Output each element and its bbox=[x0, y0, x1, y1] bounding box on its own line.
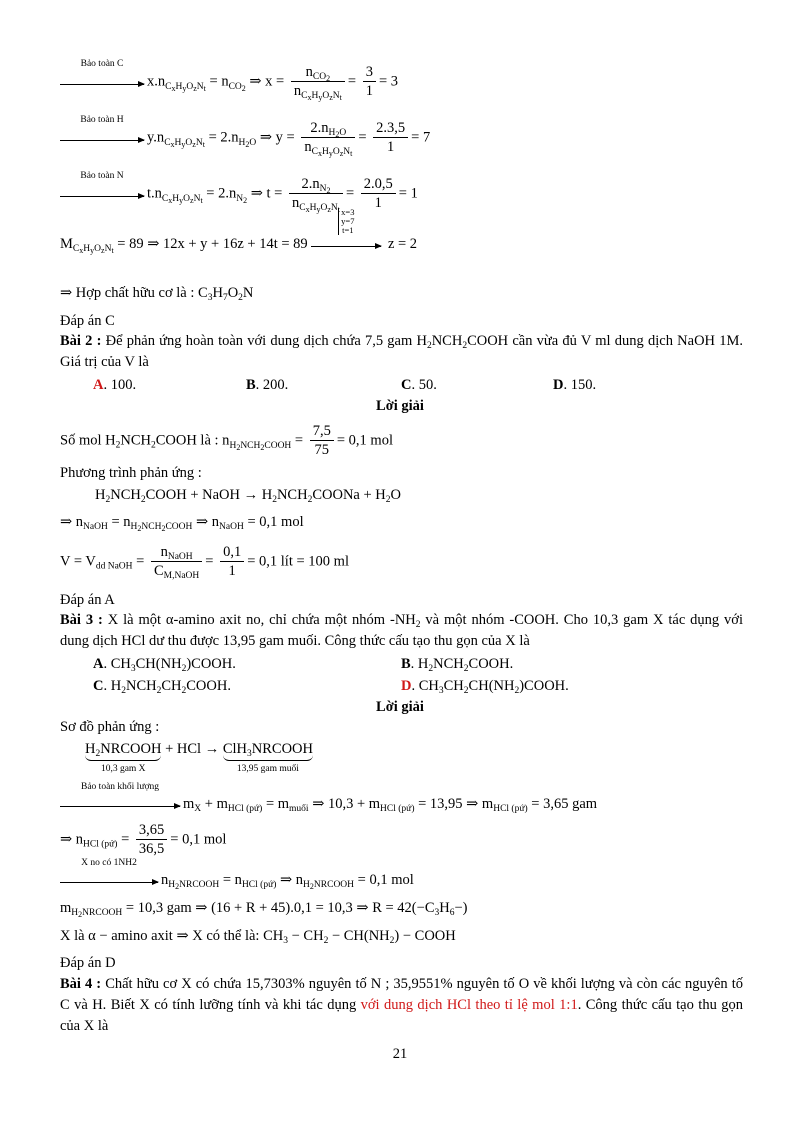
bai2-eq-heading: Phương trình phản ứng : bbox=[60, 465, 202, 481]
equation-carbon: Bảo toàn C $x.n_{C_xH_yO_zN_t} = n_{CO_2}$ ⇒ x = $\frac{n_{CO_2}}{n_{C_xH_yO_zN_t}}$ = $\frac{3}{1}$ = 3 bbox=[60, 64, 398, 101]
equation-nitrogen: Bảo toàn N $t.n_{C_xH_yO_zN_t} = 2.n_{N_2}$ ⇒ t = $\frac{2.n_{N_2}}{n_{C_xH_yO_zN_t}}$ = $\frac{2.0,5}{1}$ = 1 bbox=[60, 176, 418, 213]
bai3-option-c[interactable]: C. $H_2NCH_2CH_2COOH$. bbox=[93, 678, 231, 696]
bai2-mol-naoh: ⇒ $n_{NaOH} = n_{H_2NCH_2COOH}$ ⇒ $n_{NaOH} = 0,1$ mol bbox=[60, 514, 304, 533]
bai2-question: Bài 2 : Để phản ứng hoàn toàn với dung dịch chứa 7,5 gam $H_2NCH_2COOH$ cần vừa đủ V ml dung dịch NaOH 1M. Giá trị của V là bbox=[60, 333, 743, 371]
arrow-label: Bảo toàn C bbox=[80, 59, 124, 70]
bai2-mol-line: Số mol $H_2NCH_2COOH$ là : $n_{H_2NCH_2COOH}$ = $\frac{7,5}{75}$ = 0,1 mol bbox=[60, 423, 393, 459]
arrow-label: Bảo toàn N bbox=[80, 171, 124, 182]
bai3-molar-mass: $m_{H_2NRCOOH} = 10,3$ gam ⇒ (16 + R + 45).0,1 = 10,3 ⇒ $R = 42(-C_3H_6-)$ bbox=[60, 900, 468, 919]
page-number: 21 bbox=[392, 1046, 408, 1062]
bai3-option-a[interactable]: A. $CH_3CH(NH_2)COOH$. bbox=[93, 656, 236, 674]
bai3-mol-hcl: ⇒ $n_{HCl (pứ)}$ = $\frac{3,65}{36,5}$ = 0,1 mol bbox=[60, 822, 227, 858]
bai3-mass-conservation: Bảo toàn khối lượng $m_X + m_{HCl (pứ)} = m_{muối}$ ⇒ $10,3 + m_{HCl (pứ)} = 13,95$ ⇒ $m_{HCl (pứ)} = 3,65$ gam bbox=[60, 796, 597, 813]
bai3-nh2: X no có 1NH2 $n_{H_2NRCOOH} = n_{HCl (pứ)}$ ⇒ $n_{H_2NRCOOH} = 0,1$ mol bbox=[60, 872, 414, 889]
answer-2: Đáp án A bbox=[60, 592, 115, 608]
answer-1: Đáp án C bbox=[60, 313, 115, 329]
bai3-scheme: $H_2NRCOOH$ 10,3 gam X + HCl → ClH$_3$NRCOOH 13,95 gam muối bbox=[85, 741, 313, 775]
equation-hydrogen: Bảo toàn H $y.n_{C_xH_yO_zN_t} = 2.n_{H_2O}$ ⇒ y = $\frac{2.n_{H_2O}}{n_{C_xH_yO_zN_t}}$ = $\frac{2.3,5}{1}$ = 7 bbox=[60, 120, 430, 157]
bai3-option-b[interactable]: B. $H_2NCH_2COOH$. bbox=[401, 656, 514, 674]
conditions-brace: x=3 y=7 t=1 bbox=[338, 208, 354, 235]
answer-3: Đáp án D bbox=[60, 955, 116, 971]
bai3-question: Bài 3 : X là một α-amino axit no, chỉ chứa một nhóm $-NH_2$ và một nhóm -COOH. Cho 10,3 gam X tác dụng với dung dịch HCl dư thu được 13,95 gam muối. Công thức cấu tạo thu gọn của X là bbox=[60, 612, 744, 650]
bai2-option-c[interactable]: C. 50. bbox=[401, 377, 437, 393]
bai3-option-d[interactable]: D. $CH_3CH_2CH(NH_2)COOH$. bbox=[401, 678, 569, 696]
conclusion-compound: ⇒ Hợp chất hữu cơ là : $C_3H_7O_2N$ bbox=[60, 285, 254, 303]
bai3-scheme-heading: Sơ đồ phản ứng : bbox=[60, 719, 160, 735]
bai3-solution-heading: Lời giải bbox=[376, 699, 424, 715]
bai3-alpha-conclusion: X là α − amino axit ⇒ X có thể là: $CH_3 - CH_2 - CH(NH_2)$ − COOH bbox=[60, 928, 456, 946]
equation-molar-mass: $M_{C_xH_yO_zN_t} = 89$ ⇒ 12x + y + 16z + 14t = 89 x=3 y=7 t=1 z = 2 bbox=[60, 206, 418, 255]
bai2-option-b[interactable]: B. 200. bbox=[246, 377, 289, 393]
bai2-solution-heading: Lời giải bbox=[376, 398, 424, 414]
arrow-label: Bảo toàn H bbox=[80, 115, 124, 126]
bai4-question: Bài 4 : Chất hữu cơ X có chứa 15,7303% nguyên tố N ; 35,9551% nguyên tố O về khối lượng và còn các nguyên tố C và H. Biết X có tính lưỡng tính và khi tác dụng với dung dịch HCl theo tỉ lệ mol 1:1. Công thức cấu tạo thu gọn của X là bbox=[60, 976, 744, 1035]
bai2-volume: $V = V_{dd NaOH}$ = $\frac{n_{NaOH}}{C_{M,NaOH}}$ = $\frac{0,1}{1}$ = 0,1 lít = 100 ml bbox=[60, 544, 349, 582]
bai2-reaction: $H_2NCH_2COOH$ + NaOH → $H_2NCH_2COONa + H_2O$ bbox=[95, 487, 401, 505]
bai2-option-d[interactable]: D. 150. bbox=[553, 377, 597, 393]
bai2-option-a[interactable]: A. 100. bbox=[93, 377, 137, 393]
